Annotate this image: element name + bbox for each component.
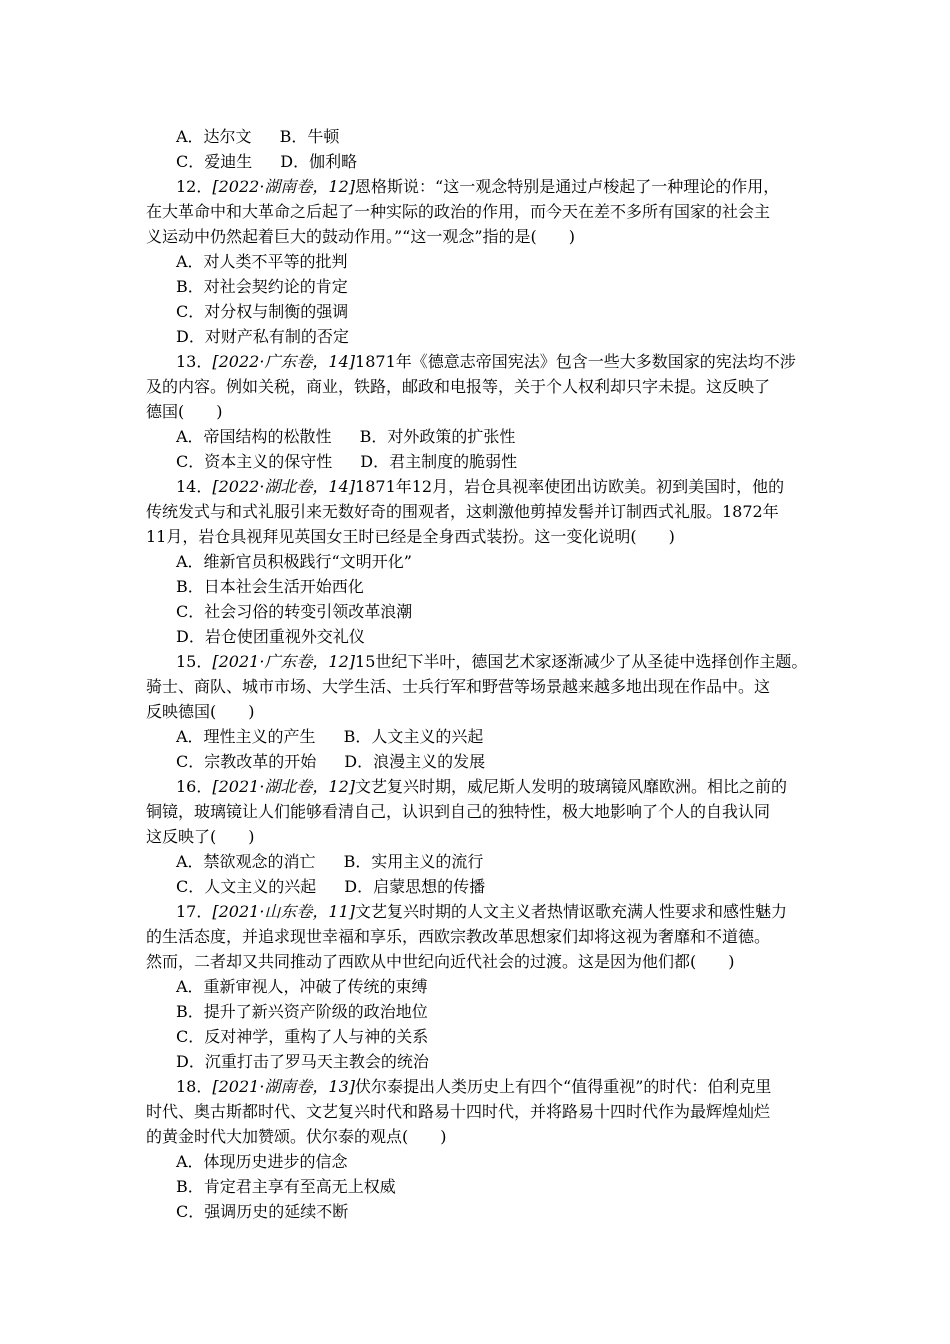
option-d: D．伽利略 — [280, 152, 358, 171]
question-12-option-a: A．对人类不平等的批判 — [176, 252, 348, 271]
question-number: 17． — [176, 902, 213, 921]
option-c: C．爱迪生 — [176, 152, 253, 171]
question-13-stem-line-2: 及的内容。例如关税，商业，铁路，邮政和电报等，关于个人权利却只字未提。这反映了 — [146, 377, 771, 396]
question-number: 18． — [176, 1077, 213, 1096]
question-17-option-a: A．重新审视人，冲破了传统的束缚 — [176, 977, 428, 996]
option-d: D．启蒙思想的传播 — [344, 877, 486, 896]
option-d: D．浪漫主义的发展 — [344, 752, 486, 771]
question-source: [2021·广东卷，12] — [212, 652, 356, 671]
question-17-option-b: B．提升了新兴资产阶级的政治地位 — [176, 1002, 428, 1021]
question-12-option-b: B．对社会契约论的肯定 — [176, 277, 348, 296]
option-c: C．人文主义的兴起 — [176, 877, 317, 896]
question-17-option-c: C．反对神学，重构了人与神的关系 — [176, 1027, 429, 1046]
question-16-stem-line-3: 这反映了( ) — [146, 827, 255, 846]
question-14-stem-line-3: 11月，岩仓具视拜见英国女王时已经是全身西式装扮。这一变化说明( ) — [146, 527, 675, 546]
question-14-stem-line-2: 传统发式与和式礼服引来无数好奇的围观者，这刺激他剪掉发髻并订制西式礼服。1872年 — [146, 502, 779, 521]
question-18-stem-line-2: 时代、奥古斯都时代、文艺复兴时代和路易十四时代，并将路易十四时代作为最辉煌灿烂 — [146, 1102, 771, 1121]
question-number: 12． — [176, 177, 213, 196]
option-b: B．对外政策的扩张性 — [359, 427, 516, 446]
question-number: 16． — [176, 777, 213, 796]
question-14-option-c: C．社会习俗的转变引领改革浪潮 — [176, 602, 413, 621]
question-13-stem-line-1: 13．[2022·广东卷，14]1871年《德意志帝国宪法》包含一些大多数国家的宪法均不涉 — [176, 352, 796, 371]
question-16-options-row-1 — [146, 849, 483, 874]
question-source: [2022·广东卷，14] — [212, 352, 356, 371]
question-number: 14． — [176, 477, 213, 496]
question-source: [2022·湖北卷，14] — [212, 477, 356, 496]
question-13-stem-line-3: 德国( ) — [146, 402, 223, 421]
question-17-stem-line-1: 17．[2021·山东卷，11]文艺复兴时期的人文主义者热情讴歌充满人性要求和感性魅力 — [176, 902, 788, 921]
question-18-option-b: B．肯定君主享有至高无上权威 — [176, 1177, 396, 1196]
question-16-stem-line-2: 铜镜，玻璃镜让人们能够看清自己，认识到自己的独特性，极大地影响了个人的自我认同 — [146, 802, 771, 821]
question-11-options-row-1 — [146, 124, 339, 149]
question-number: 15． — [176, 652, 213, 671]
question-13-options-row-2 — [146, 449, 517, 474]
question-15-stem-line-1: 15．[2021·广东卷，12]15世纪下半叶，德国艺术家逐渐减少了从圣徒中选择创作主题。 — [176, 652, 808, 671]
question-17-stem-line-2: 的生活态度，并追求现世幸福和享乐，西欧宗教改革思想家们却将这视为奢靡和不道德。 — [146, 927, 771, 946]
option-b: B．人文主义的兴起 — [343, 727, 484, 746]
option-b: B．实用主义的流行 — [343, 852, 484, 871]
question-15-stem-line-3: 反映德国( ) — [146, 702, 255, 721]
option-b: B．牛顿 — [279, 127, 340, 146]
question-source: [2021·湖南卷，13] — [212, 1077, 356, 1096]
question-12-stem-line-2: 在大革命中和大革命之后起了一种实际的政治的作用，而今天在差不多所有国家的社会主 — [146, 202, 771, 221]
question-14-option-a: A．维新官员积极践行“文明开化” — [176, 552, 412, 571]
question-18-option-a: A．体现历史进步的信念 — [176, 1152, 348, 1171]
question-17-stem-line-3: 然而，二者却又共同推动了西欧从中世纪向近代社会的过渡。这是因为他们都( ) — [146, 952, 735, 971]
question-18-stem-line-3: 的黄金时代大加赞颂。伏尔泰的观点( ) — [146, 1127, 447, 1146]
question-14-option-d: D．岩仓使团重视外交礼仪 — [176, 627, 365, 646]
option-a: A．帝国结构的松散性 — [176, 427, 332, 446]
question-15-options-row-2 — [146, 749, 485, 774]
question-12-stem-line-1: 12．[2022·湖南卷，12]恩格斯说：“这一观念特别是通过卢梭起了一种理论的作用， — [176, 177, 780, 196]
question-16-stem-line-1: 16．[2021·湖北卷，12]文艺复兴时期，威尼斯人发明的玻璃镜风靡欧洲。相比之前的 — [176, 777, 788, 796]
question-11-options-row-2 — [146, 149, 357, 174]
question-source: [2021·湖北卷，12] — [212, 777, 356, 796]
question-18-option-c: C．强调历史的延续不断 — [176, 1202, 349, 1221]
question-13-options-row-1 — [146, 424, 515, 449]
question-source: [2021·山东卷，11] — [212, 902, 356, 921]
option-c: C．宗教改革的开始 — [176, 752, 317, 771]
option-a: A．理性主义的产生 — [176, 727, 316, 746]
question-14-option-b: B．日本社会生活开始西化 — [176, 577, 364, 596]
question-18-stem-line-1: 18．[2021·湖南卷，13]伏尔泰提出人类历史上有四个“值得重视”的时代：伯利克里 — [176, 1077, 772, 1096]
question-15-stem-line-2: 骑士、商队、城市市场、大学生活、士兵行军和野营等场景越来越多地出现在作品中。这 — [146, 677, 771, 696]
question-12-option-d: D．对财产私有制的否定 — [176, 327, 349, 346]
question-16-options-row-2 — [146, 874, 485, 899]
option-a: A．达尔文 — [176, 127, 252, 146]
question-14-stem-line-1: 14．[2022·湖北卷，14]1871年12月，岩仓具视率使团出访欧美。初到美国时，他的 — [176, 477, 785, 496]
option-c: C．资本主义的保守性 — [176, 452, 333, 471]
question-12-option-c: C．对分权与制衡的强调 — [176, 302, 349, 321]
question-12-stem-line-3: 义运动中仍然起着巨大的鼓动作用。”“这一观念”指的是( ) — [146, 227, 576, 246]
option-a: A．禁欲观念的消亡 — [176, 852, 316, 871]
question-15-options-row-1 — [146, 724, 483, 749]
question-17-option-d: D．沉重打击了罗马天主教会的统治 — [176, 1052, 429, 1071]
option-d: D．君主制度的脆弱性 — [360, 452, 518, 471]
question-source: [2022·湖南卷，12] — [212, 177, 356, 196]
question-number: 13． — [176, 352, 213, 371]
